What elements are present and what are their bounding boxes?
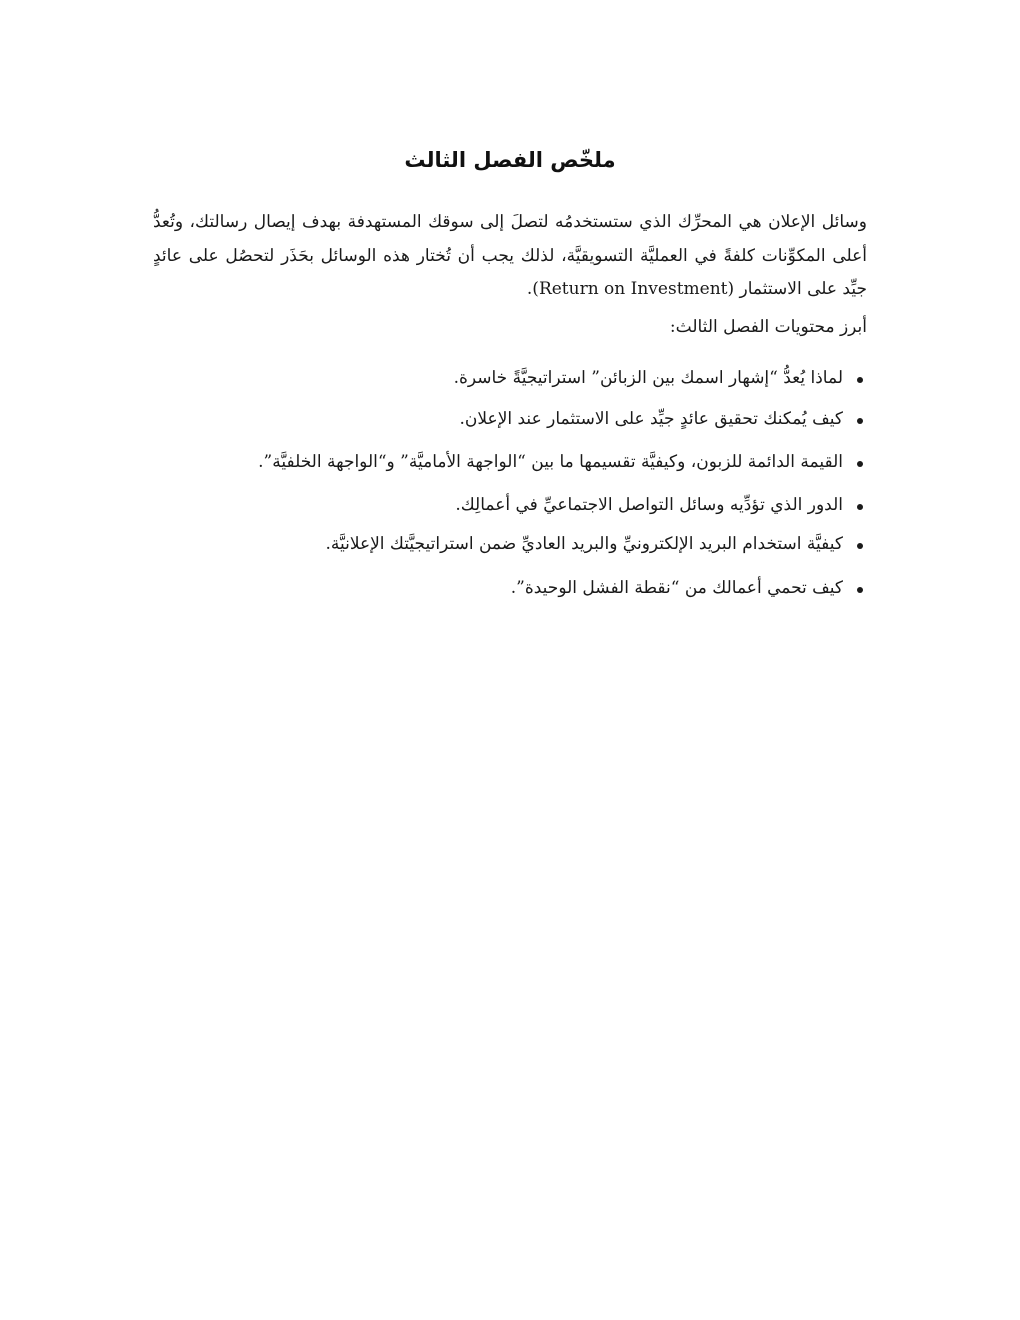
list-item-text: القيمة الدائمة للزبون، وكيفيَّة تقسيمها ما بين “الواجهة الأماميَّة” و“الواجهة الخلفيَّة”. [258, 452, 843, 472]
highlights-list [153, 362, 867, 605]
list-item-text: لماذا يُعدُّ “إشهار اسمك بين الزبائن” استراتيجيَّةً خاسرة. [453, 368, 843, 388]
list-item-text: كيف تحمي أعمالك من “نقطة الفشل الوحيدة”. [510, 578, 843, 598]
list-item [153, 572, 867, 605]
list-item-text: الدور الذي تؤدِّيه وسائل التواصل الاجتماعيِّ في أعمالِك. [455, 495, 843, 515]
highlights-label: أبرز محتويات الفصل الثالث: [669, 317, 867, 337]
bullet-icon [857, 504, 863, 510]
bullet-icon [857, 587, 863, 593]
bullet-icon [857, 543, 863, 549]
list-item [153, 362, 867, 395]
bullet-icon [857, 418, 863, 424]
list-item [153, 403, 867, 436]
bullet-icon [857, 461, 863, 467]
list-item [153, 446, 867, 479]
list-item-text: كيفيَّة استخدام البريد الإلكترونيِّ والبريد العاديِّ ضمن استراتيجيَّتك الإعلانيَّة. [325, 534, 843, 554]
bullet-icon [857, 377, 863, 383]
list-item-text: كيف يُمكنك تحقيق عائدٍ جيِّد على الاستثمار عند الإعلان. [459, 409, 843, 429]
list-item [153, 528, 867, 561]
intro-paragraph: وسائل الإعلان هي المحرِّك الذي ستستخدمُه لتصلَ إلى سوقك المستهدفة بهدف إيصال رسالتك، وتُعدُّ أعلى المكوِّنات كلفةً في العمليَّة التسويقيَّة، لذلك يجب أن تُختار هذه الوسائل بحَذَر لتحصُل على عائدٍ جيِّد على الاستثمار (Return on Investment). [153, 212, 867, 299]
list-item [153, 489, 867, 522]
page-title: ملخّص الفصل الثالث [404, 148, 616, 172]
